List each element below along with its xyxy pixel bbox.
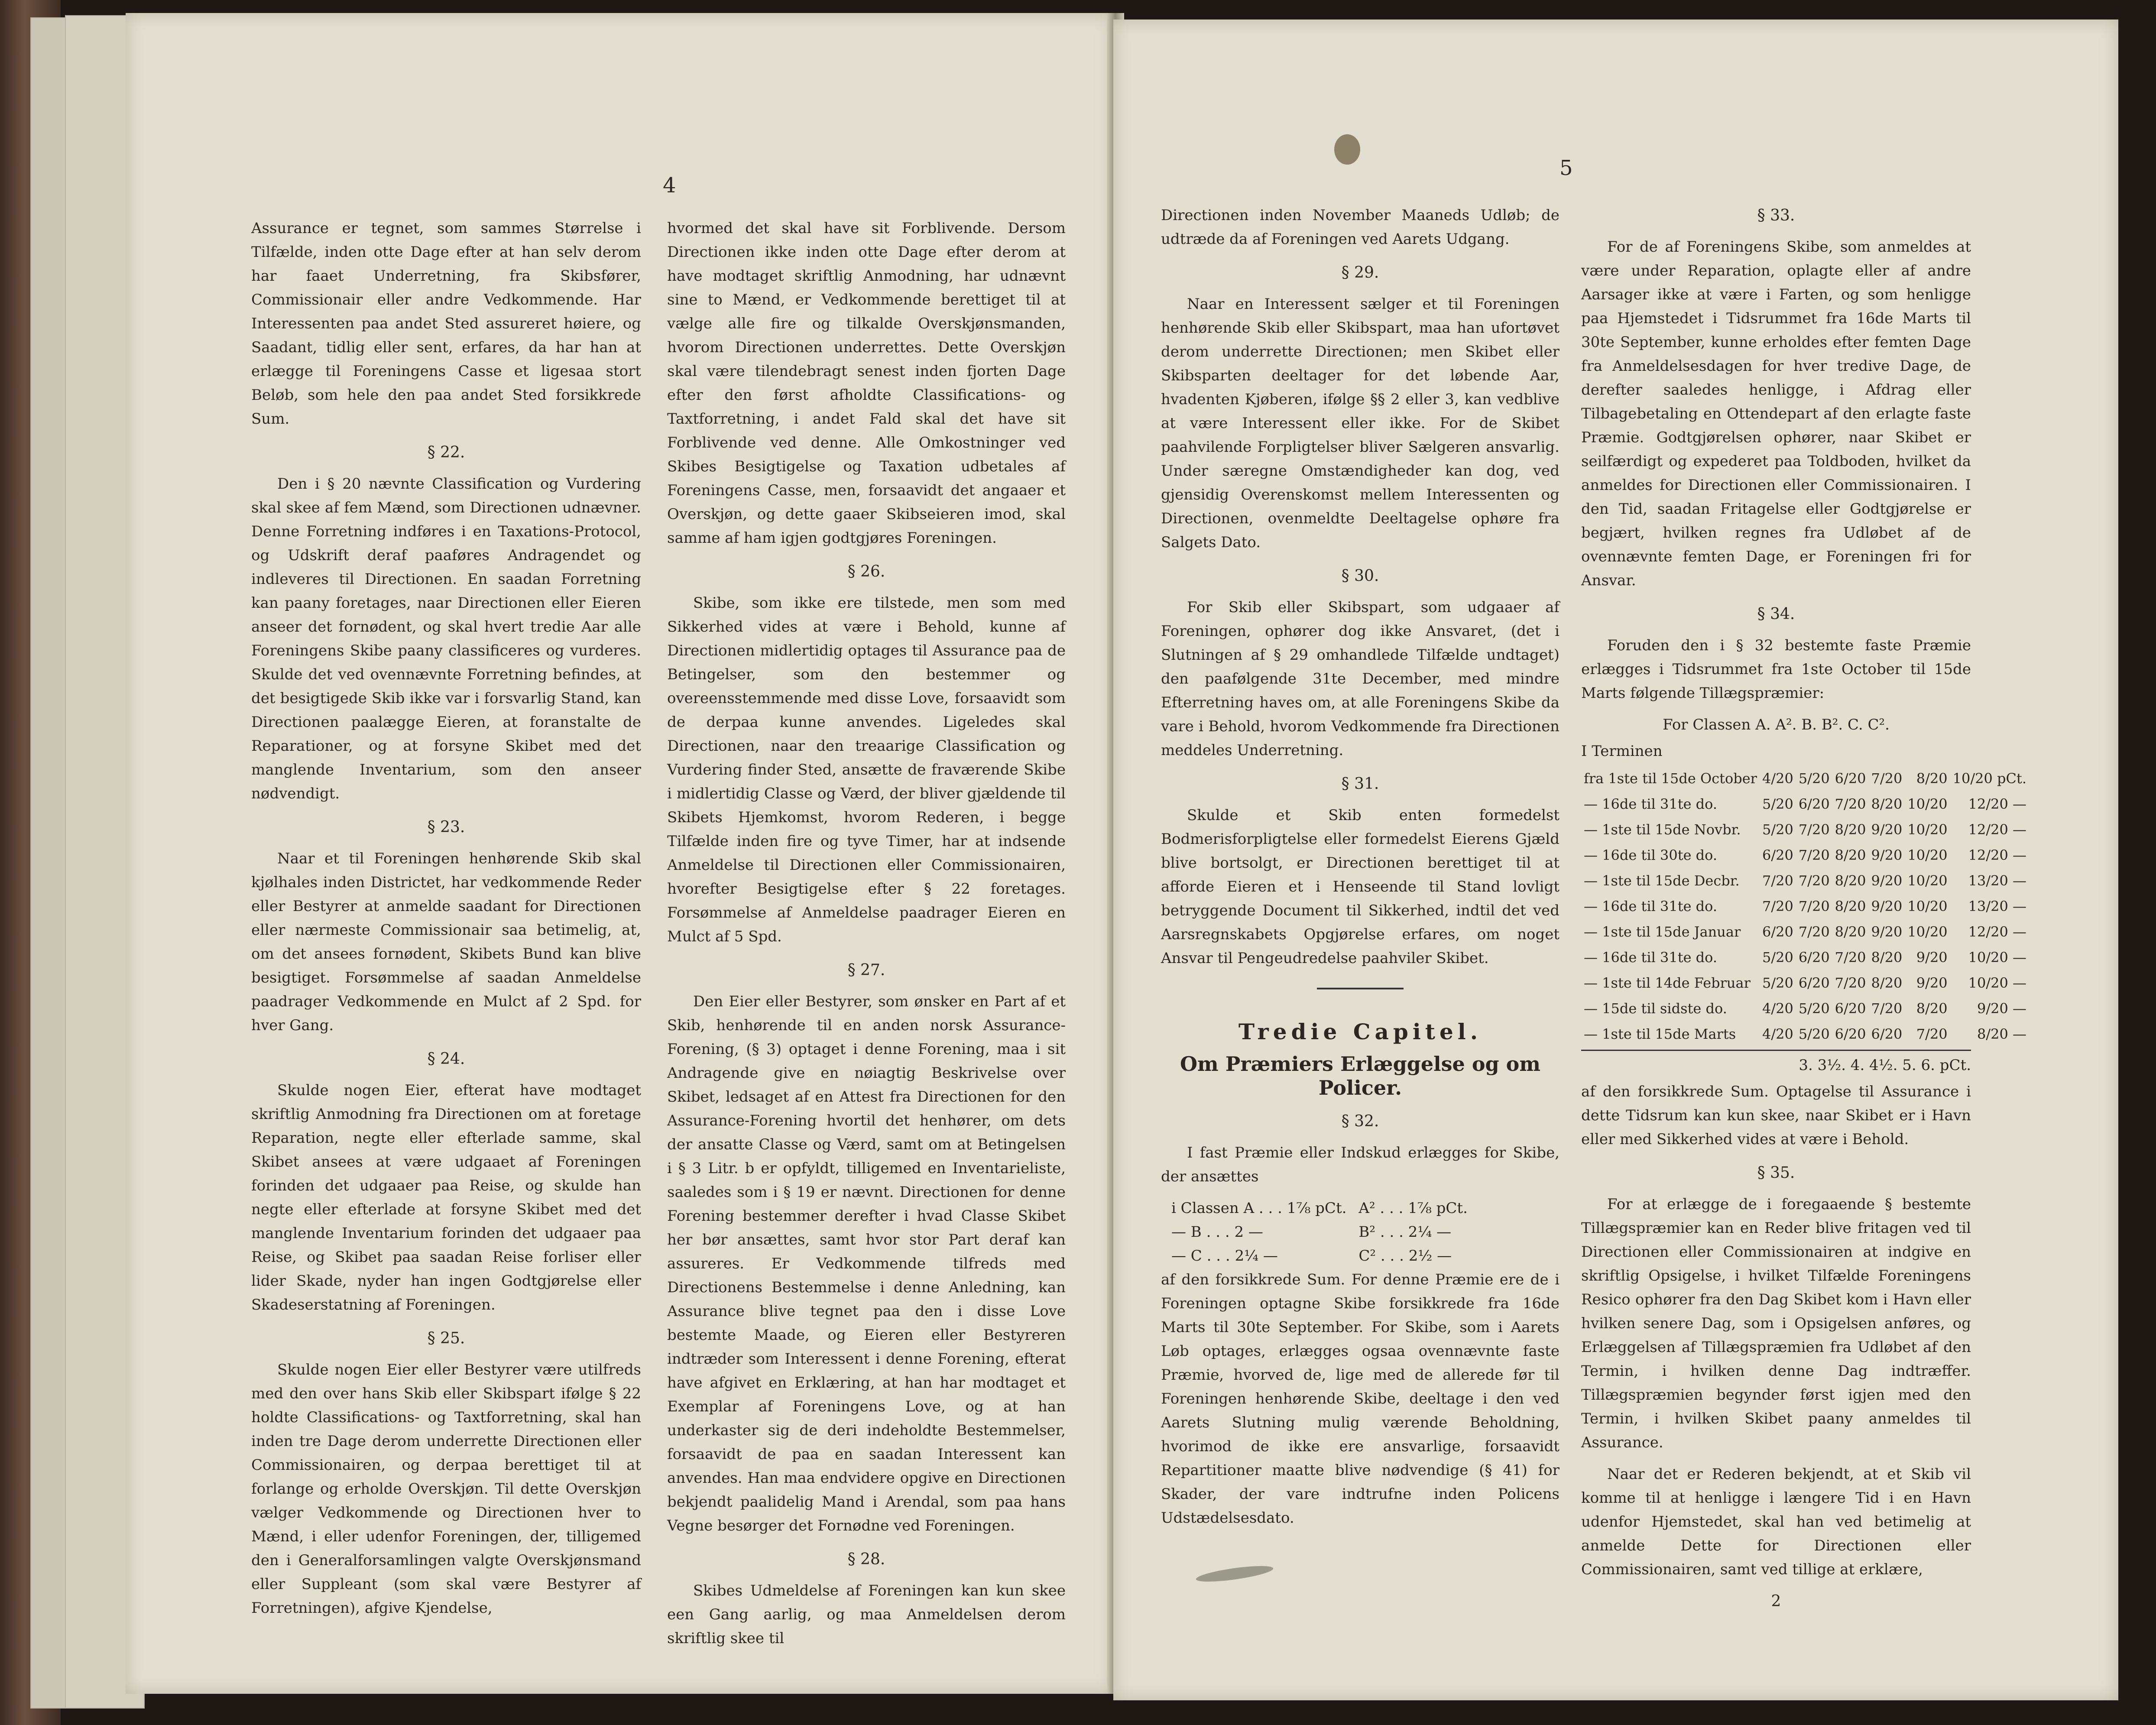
table-cell: — 1ste til 15de Novbr. bbox=[1584, 821, 1741, 838]
supplement-premium-table bbox=[1581, 766, 2029, 1047]
paragraph: Directionen inden November Maaneds Udløb; de udtræde da af Foreningen ved Aarets Udgang. bbox=[1161, 207, 1559, 248]
table-cell: 7/20 bbox=[1798, 872, 1830, 889]
table-cell: 6/20 bbox=[1798, 949, 1830, 966]
table-row bbox=[1581, 868, 2029, 894]
table-cell: 7/20 bbox=[1916, 1026, 1948, 1042]
signature-mark: 2 bbox=[1771, 1592, 1781, 1610]
table-cell: 6/20 bbox=[1798, 796, 1830, 812]
table-row bbox=[1581, 945, 2029, 970]
table-cell: — 15de til sidste do. bbox=[1584, 1000, 1727, 1017]
table-cell: 7/20 bbox=[1835, 796, 1866, 812]
table-cell: 12/20 — bbox=[1968, 924, 2026, 940]
paragraph: For de af Foreningens Skibe, som anmeldes at være under Reparation, oplagte eller af andre Aarsager ikke at være i Farten, og som henligge paa Hjemstedet i Tidsrummet fra 16de Marts til 30te September, kunne erholdes efter femten Dage fra Anmeldelsesdagen for hver tredive Dage, de derefter saaledes henligge, i Afdrag eller Tilbagebetaling en Ottendepart af den erlagte faste Præmie. Godtgjørelsen ophører, naar Skibet er seilfærdigt og expederet paa Toldboden, hvilket da anmeldes for Directionen eller Commissionairen. I den Tid, saadan Fritagelse eller Godtgjørelse er begjært, hvilken regnes fra Udløbet af de ovennævnte femten Dage, er Foreningen fri for Ansvar. bbox=[1581, 238, 1971, 589]
section-heading: § 35. bbox=[1757, 1164, 1795, 1182]
table-cell: 9/20 bbox=[1871, 847, 1903, 863]
table-row bbox=[1165, 1244, 1474, 1268]
table-cell: — B . . . 2 — bbox=[1171, 1223, 1263, 1241]
table-cell: 7/20 bbox=[1798, 847, 1830, 863]
table-row bbox=[1581, 766, 2029, 791]
paragraph: Assurance er tegnet, som sammes Størrelse i Tilfælde, inden otte Dage efter at han selv derom har faaet Underretning, fra Skibsfører, Commissionair eller andre Vedkommende. Har Interessenten paa andet Sted assureret høiere, og Saadant, tidlig eller sent, erfares, da har han at erlægge til Foreningens Casse et ligesaa stort Beløb, som hele den paa andet Sted forsikkrede Sum. bbox=[251, 220, 641, 428]
table-cell: 9/20 bbox=[1871, 821, 1903, 838]
table-cell: 8/20 bbox=[1835, 924, 1866, 940]
table-cell: 7/20 bbox=[1798, 924, 1830, 940]
section-heading: § 34. bbox=[1757, 605, 1795, 623]
class-premium-table bbox=[1165, 1196, 1474, 1268]
table-cell: 8/20 bbox=[1871, 975, 1903, 991]
paragraph: hvormed det skal have sit Forblivende. Dersom Directionen ikke inden otte Dage efter derom at have modtaget skriftlig Anmodning, har udnævnt sine to Mænd, er Vedkommende berettiget til at vælge alle fire og tilkalde Overskjønsmanden, hvorom Directionen underrettes. Dette Overskjøn skal være tilendebragt senest inden fjorten Dage efter den først afholdte Classifications- og Taxtforretning, i andet Fald skal det have sit Forblivende ved denne. Alle Omkostninger ved Skibes Besigtigelse og Taxation udbetales af Foreningens Casse, men, forsaavidt det angaaer et Overskjøn, og dette gaaer Skibseieren imod, skal samme af ham igjen godtgjøres Foreningen. bbox=[667, 220, 1066, 547]
paragraph: Naar det er Rederen bekjendt, at et Skib vil komme til at henligge i længere Tid i en Havn udenfor Hjemstedet, skal han ved betimelig at anmelde Dette for Directionen eller Commissionairen, samt ved tillige at erklære, bbox=[1581, 1466, 1971, 1578]
table-cell: 7/20 bbox=[1871, 770, 1903, 787]
table-cell: 5/20 bbox=[1762, 975, 1793, 991]
table-cell: i Classen A . . . 1⅞ pCt. bbox=[1171, 1200, 1347, 1217]
table-cell: 8/20 bbox=[1835, 872, 1866, 889]
table-cell: 5/20 bbox=[1798, 1000, 1830, 1017]
table-cell: — C . . . 2¼ — bbox=[1171, 1247, 1278, 1265]
table-cell: 7/20 bbox=[1762, 898, 1793, 914]
table-cell: 7/20 bbox=[1835, 975, 1866, 991]
table-totals: 3. 3½. 4. 4½. 5. 6. pCt. bbox=[1581, 1050, 1971, 1077]
paragraph: Skulde nogen Eier eller Bestyrer være utilfreds med den over hans Skib eller Skibspart ifølge § 22 holdte Classifications- og Taxtforretning, skal han inden tre Dage derom underrette Directionen eller Commissionairen, og derpaa berettiget til at forlange og erholde Overskjøn. Til dette Overskjøn vælger Vedkommende og Directionen hver to Mænd, i eller udenfor Foreningen, der, tilligemed den i Generalforsamlingen valgte Overskjønsmand eller Suppleant (som skal være Bestyrer af Forretningen), afgive Kjendelse, bbox=[251, 1361, 641, 1617]
section-heading: § 32. bbox=[1341, 1112, 1379, 1130]
table-cell: 8/20 — bbox=[1977, 1026, 2026, 1042]
left-page-column-1 bbox=[251, 217, 641, 1628]
table-cell: 5/20 bbox=[1762, 796, 1793, 812]
section-heading: § 30. bbox=[1341, 567, 1379, 585]
table-cell: 6/20 bbox=[1871, 1026, 1903, 1042]
table-cell: 13/20 — bbox=[1968, 872, 2026, 889]
table-cell: 8/20 bbox=[1835, 847, 1866, 863]
table-row bbox=[1165, 1196, 1474, 1220]
table-cell: 5/20 bbox=[1798, 1026, 1830, 1042]
table-cell: — 16de til 30te do. bbox=[1584, 847, 1718, 863]
left-page-column-2 bbox=[667, 217, 1066, 1658]
table-cell: 4/20 bbox=[1762, 1000, 1793, 1017]
table-row bbox=[1581, 817, 2029, 843]
section-heading: § 22. bbox=[427, 444, 465, 461]
table-cell: C² . . . 2½ — bbox=[1358, 1247, 1452, 1265]
table-cell: 9/20 bbox=[1916, 975, 1948, 991]
paragraph: Skulde et Skib enten formedelst Bodmerisforpligtelse eller formedelst Eierens Gjæld blive bortsolgt, er Directionen berettiget til at afforde Eieren et i Henseende til Stand lovligt betryggende Document til Sikkerhed, indtil det ved Aarsregnskabets Opgjørelse erfares, om noget Ansvar til Pengeudredelse paahviler Skibet. bbox=[1161, 807, 1559, 967]
table-cell: — 16de til 31te do. bbox=[1584, 898, 1718, 914]
table-cell: 10/20 bbox=[1907, 796, 1948, 812]
table-row bbox=[1165, 1220, 1474, 1244]
section-heading: § 28. bbox=[847, 1550, 885, 1568]
table-row bbox=[1581, 970, 2029, 996]
table-cell: 7/20 bbox=[1871, 1000, 1903, 1017]
section-heading: § 31. bbox=[1341, 775, 1379, 793]
table-cell: 5/20 bbox=[1762, 821, 1793, 838]
table-row bbox=[1581, 791, 2029, 817]
table-cell: 10/20 — bbox=[1968, 975, 2026, 991]
table-cell: 6/20 bbox=[1762, 924, 1793, 940]
table-cell: 6/20 bbox=[1835, 1026, 1866, 1042]
table-cell: — 16de til 31te do. bbox=[1584, 949, 1718, 966]
table-cell: 9/20 bbox=[1916, 949, 1948, 966]
table-cell: — 1ste til 15de Decbr. bbox=[1584, 872, 1740, 889]
table-cell: 10/20 pCt. bbox=[1952, 770, 2026, 787]
ink-stain bbox=[1334, 134, 1360, 165]
table-cell: — 16de til 31te do. bbox=[1584, 796, 1718, 812]
section-heading: § 23. bbox=[427, 818, 465, 836]
table-cell: 12/20 — bbox=[1968, 847, 2026, 863]
paragraph: Skibe, som ikke ere tilstede, men som med Sikkerhed vides at være i Behold, kunne af Directionen midlertidig optages til Assurance paa de Betingelser, som den bestemmer og overeensstemmende med disse Love, forsaavidt som de derpaa kunne anvendes. Ligeledes skal Directionen, naar den treaarige Classification og Vurdering finder Sted, ansætte de fraværende Skibe i midlertidig Classe og Værd, der bliver gjældende til Skibets Hjemkomst, hvorom Rederen, i begge Tilfælde inden fire og tyve Timer, har at indsende Anmeldelse til Directionen eller Commissionairen, hvorefter Besigtigelse efter § 22 foretages. Forsømmelse af Anmeldelse paadrager Eieren en Mulct af 5 Spd. bbox=[667, 594, 1066, 945]
table-cell: 6/20 bbox=[1762, 847, 1793, 863]
table-cell: 13/20 — bbox=[1968, 898, 2026, 914]
table-cell: 8/20 bbox=[1871, 796, 1903, 812]
table-cell: A² . . . 1⅞ pCt. bbox=[1358, 1200, 1468, 1217]
paragraph: Naar en Interessent sælger et til Foreningen henhørende Skib eller Skibspart, maa han ufortøvet derom underrette Directionen; men Skibet eller Skibsparten deeltager for det løbende Aar, hvadenten Kjøberen, ifølge §§ 2 eller 3, kan vedblive at være Interessent eller ikke. For de Skibet paahvilende Forpligtelser bliver Sælgeren ansvarlig. Under særegne Omstændigheder kan dog, ved gjensidig Overenskomst mellem Interessenten og Directionen, ovenmeldte Deeltagelse ophøre fra Salgets Dato. bbox=[1161, 295, 1559, 551]
table-cell: 9/20 bbox=[1871, 898, 1903, 914]
paragraph: af den forsikkrede Sum. Optagelse til Assurance i dette Tidsrum kan kun skee, naar Skibet er i Havn eller med Sikkerhed vides at være i Behold. bbox=[1581, 1083, 1971, 1148]
table-subheader: I Terminen bbox=[1581, 743, 1663, 760]
table-cell: 7/20 bbox=[1798, 821, 1830, 838]
page-number: 5 bbox=[1559, 156, 1573, 180]
table-cell: B² . . . 2¼ — bbox=[1358, 1223, 1452, 1241]
paragraph: Den i § 20 nævnte Classification og Vurdering skal skee af fem Mænd, som Directionen udnævner. Denne Forretning indføres i en Taxations-Protocol, og Udskrift deraf paaføres Andragendet og indleveres til Directionen. En saadan Forretning kan paany foretages, naar Directionen eller Eieren anseer det fornødent, og skal hvert tredie Aar alle Foreningens Skibe paany classificeres og vurderes. Skulde det ved ovennævnte Forretning befindes, at det besigtigede Skib ikke var i forsvarlig Stand, kan Directionen paalægge Eieren, at foranstalte de Reparationer, og at forsyne Skibet med det manglende Inventarium, som den anseer nødvendigt. bbox=[251, 475, 641, 802]
table-cell: 10/20 bbox=[1907, 847, 1948, 863]
paragraph: af den forsikkrede Sum. For denne Præmie ere de i Foreningen optagne Skibe forsikkrede fra 16de Marts til 30te September. For Skibe, som i Aarets Løb optages, erlægges ogsaa ovennævnte faste Præmie, hvorved de, lige med de allerede før til Foreningen henhørende Skibe, deeltage i den ved Aarets Slutning mulig værende Beholdning, hvorimod de ikke ere ansvarlige, forsaavidt Repartitioner maatte blive nødvendige (§ 41) for Skader, der vare indtrufne inden Policens Udstædelsesdato. bbox=[1161, 1271, 1559, 1527]
table-cell: 7/20 bbox=[1835, 949, 1866, 966]
paragraph: Foruden den i § 32 bestemte faste Præmie erlægges i Tidsrummet fra 1ste October til 15de Marts følgende Tillægspræmier: bbox=[1581, 637, 1971, 702]
table-cell: 8/20 bbox=[1916, 770, 1948, 787]
table-row bbox=[1581, 843, 2029, 868]
table-cell: 9/20 bbox=[1871, 872, 1903, 889]
table-cell: 12/20 — bbox=[1968, 821, 2026, 838]
table-cell: 9/20 bbox=[1871, 924, 1903, 940]
paragraph: Den Eier eller Bestyrer, som ønsker en Part af et Skib, henhørende til en anden norsk Assurance-Forening, (§ 3) optaget i denne Forening, maa i sit Andragende give en nøiagtig Beskrivelse over Skibet, ledsaget af en Attest fra Directionen for den Assurance-Forening hvortil det henhører, om dets der ansatte Classe og Værd, samt om at Betingelsen i § 3 Litr. b er opfyldt, tilligemed en Inventarieliste, saaledes som i § 19 er nævnt. Directionen for denne Forening bestemmer derefter i hvad Classe Skibet her bør ansættes, samt hvor stor Part deraf kan assureres. Er Vedkommende tilfreds med Directionens Bestemmelse i denne Anledning, kan Assurance blive tegnet paa den i disse Love bestemte Maade, og Eieren eller Bestyreren indtræder som Interessent i denne Forening, efterat have afgivet en Erklæring, at han har modtaget et Exemplar af Foreningens Love, og at han underkaster sig de deri indeholdte Bestemmelser, forsaavidt de paa en saadan Interessent kan anvendes. Han maa endvidere opgive en Directionen bekjendt paalidelig Mand i Arendal, som paa hans Vegne besørger det Fornødne ved Foreningen. bbox=[667, 993, 1066, 1534]
section-heading: § 24. bbox=[427, 1050, 465, 1068]
table-cell: 7/20 bbox=[1762, 872, 1793, 889]
paragraph: I fast Præmie eller Indskud erlægges for Skibe, der ansættes bbox=[1161, 1144, 1559, 1185]
section-heading: § 25. bbox=[427, 1329, 465, 1347]
table-cell: fra 1ste til 15de October bbox=[1584, 770, 1757, 787]
table-cell: 9/20 — bbox=[1977, 1000, 2026, 1017]
table-cell: — 1ste til 15de Januar bbox=[1584, 924, 1741, 940]
table-cell: 8/20 bbox=[1835, 898, 1866, 914]
table-cell: 10/20 — bbox=[1968, 949, 2026, 966]
paragraph: Naar et til Foreningen henhørende Skib skal kjølhales inden Districtet, har vedkommende Reder eller Bestyrer at anmelde saadant for Directionen eller nærmeste Commissionair saa betimelig, at, om det ansees fornødent, Skibets Bund kan blive besigtiget. Forsømmelse af saadan Anmeldelse paadrager Vedkommende en Mulct af 2 Spd. for hver Gang. bbox=[251, 850, 641, 1034]
section-heading: § 29. bbox=[1341, 264, 1379, 282]
section-heading: § 26. bbox=[847, 563, 885, 580]
table-row bbox=[1581, 919, 2029, 945]
section-heading: § 33. bbox=[1757, 207, 1795, 224]
right-page-column-2 bbox=[1581, 204, 2026, 1613]
table-cell: 6/20 bbox=[1835, 1000, 1866, 1017]
table-cell: 8/20 bbox=[1835, 821, 1866, 838]
chapter-title: Om Præmiers Erlæggelse og om Policer. bbox=[1180, 1052, 1541, 1099]
table-cell: — 1ste til 14de Februar bbox=[1584, 975, 1751, 991]
paragraph: Skulde nogen Eier, efterat have modtaget skriftlig Anmodning fra Directionen om at foretage Reparation, negte eller efterlade samme, skal Skibet ansees at være udgaaet af Foreningen forinden det udgaaer paa Reise, og skulde han negte eller efterlade at forsyne Skibet med det manglende Inventarium forinden det udgaaer paa Reise, og Skibet paa saadan Reise forliser eller lider Skade, nyder han ingen Godtgjørelse eller Skadeserstatning af Foreningen. bbox=[251, 1082, 641, 1313]
right-page-column-1 bbox=[1161, 204, 1559, 1538]
table-header: For Classen A. A². B. B². C. C². bbox=[1663, 716, 1890, 733]
table-cell: 8/20 bbox=[1871, 949, 1903, 966]
table-cell: 10/20 bbox=[1907, 821, 1948, 838]
table-cell: 5/20 bbox=[1762, 949, 1793, 966]
divider bbox=[1317, 988, 1404, 989]
table-cell: 4/20 bbox=[1762, 1026, 1793, 1042]
table-cell: 6/20 bbox=[1798, 975, 1830, 991]
section-heading: § 27. bbox=[847, 961, 885, 979]
table-cell: 10/20 bbox=[1907, 872, 1948, 889]
chapter-heading: Tredie Capitel. bbox=[1238, 1019, 1482, 1044]
table-cell: 10/20 bbox=[1907, 898, 1948, 914]
table-row bbox=[1581, 1021, 2029, 1047]
paragraph: For at erlægge de i foregaaende § bestemte Tillægspræmier kan en Reder blive fritagen ved til Directionen eller Commissionairen at indgive en skriftlig Opsigelse, i hvilket Tilfælde Foreningens Resico ophører fra den Dag Skibet kom i Havn eller hvilken senere Dag, som i Opsigelsen anføres, og Erlæggelsen af Tillægspræmien fra Udløbet af den Termin, i hvilken denne Dag indtræffer. Tillægspræmien begynder først igjen med den Termin, i hvilken Skibet paany anmeldes til Assurance. bbox=[1581, 1196, 1971, 1451]
paragraph: Skibes Udmeldelse af Foreningen kan kun skee een Gang aarlig, og maa Anmeldelsen derom skriftlig skee til bbox=[667, 1582, 1066, 1647]
table-cell: 8/20 bbox=[1916, 1000, 1948, 1017]
table-cell: 5/20 bbox=[1798, 770, 1830, 787]
table-row bbox=[1581, 996, 2029, 1021]
table-cell: 7/20 bbox=[1798, 898, 1830, 914]
table-cell: 10/20 bbox=[1907, 924, 1948, 940]
page-number: 4 bbox=[663, 173, 676, 198]
table-row bbox=[1581, 894, 2029, 919]
table-cell: 12/20 — bbox=[1968, 796, 2026, 812]
table-cell: 6/20 bbox=[1835, 770, 1866, 787]
paragraph: For Skib eller Skibspart, som udgaaer af Foreningen, ophører dog ikke Ansvaret, (det i Slutningen af § 29 omhandlede Tilfælde undtaget) den paafølgende 31te December, med mindre Efterretning haves om, at alle Foreningens Skibe da vare i Behold, hvorom Vedkommende fra Directionen meddeles Underretning. bbox=[1161, 599, 1559, 759]
table-cell: — 1ste til 15de Marts bbox=[1584, 1026, 1736, 1042]
table-cell: 4/20 bbox=[1762, 770, 1793, 787]
